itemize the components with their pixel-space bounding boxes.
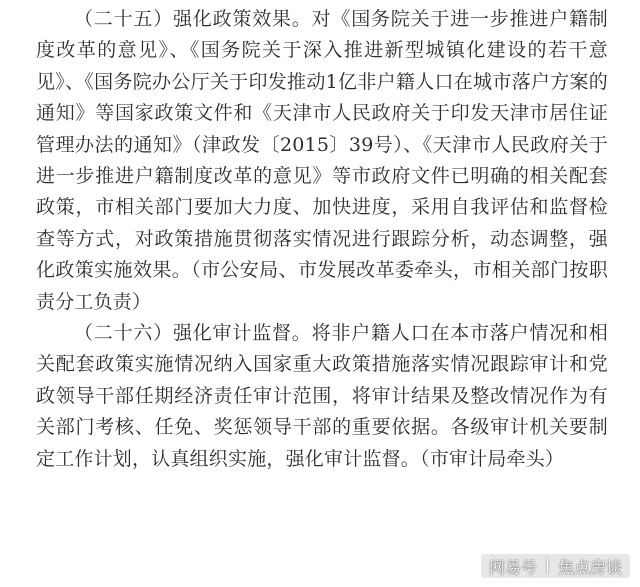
- paragraph-26: （二十六）强化审计监督。将非户籍人口在本市落户情况和相关配套政策实施情况纳入国家重大政策措施落实情况跟踪审计和党政领导干部任期经济责任审计范围，将审计结果及整改情况作为有关部门考核、任免、奖惩领导干部的重要依据。各级审计机关要制定工作计划，认真组织实施，强化审计监督。（市审计局牵头）: [36, 322, 608, 470]
- source-watermark: [481, 554, 630, 578]
- document-body: [36, 4, 608, 475]
- watermark-divider: [547, 558, 548, 574]
- watermark-account: 焦点房谈: [557, 557, 622, 577]
- watermark-platform: 网易号: [488, 557, 537, 577]
- paragraph-25: （二十五）强化政策效果。对《国务院关于进一步推进户籍制度改革的意见》、《国务院关于深入推进新型城镇化建设的若干意见》、《国务院办公厅关于印发推动1亿非户籍人口在城市落户方案的通知》等国家政策文件和《天津市人民政府关于印发天津市居住证管理办法的通知》（津政发〔2015〕39号）、《天津市人民政府关于进一步推进户籍制度改革的意见》等市政府文件已明确的相关配套政策，市相关部门要加大力度、加快进度，采用自我评估和监督检查等方式，对政策措施贯彻落实情况进行跟踪分析，动态调整，强化政策实施效果。（市公安局、市发展改革委牵头，市相关部门按职责分工负责）: [36, 8, 608, 313]
